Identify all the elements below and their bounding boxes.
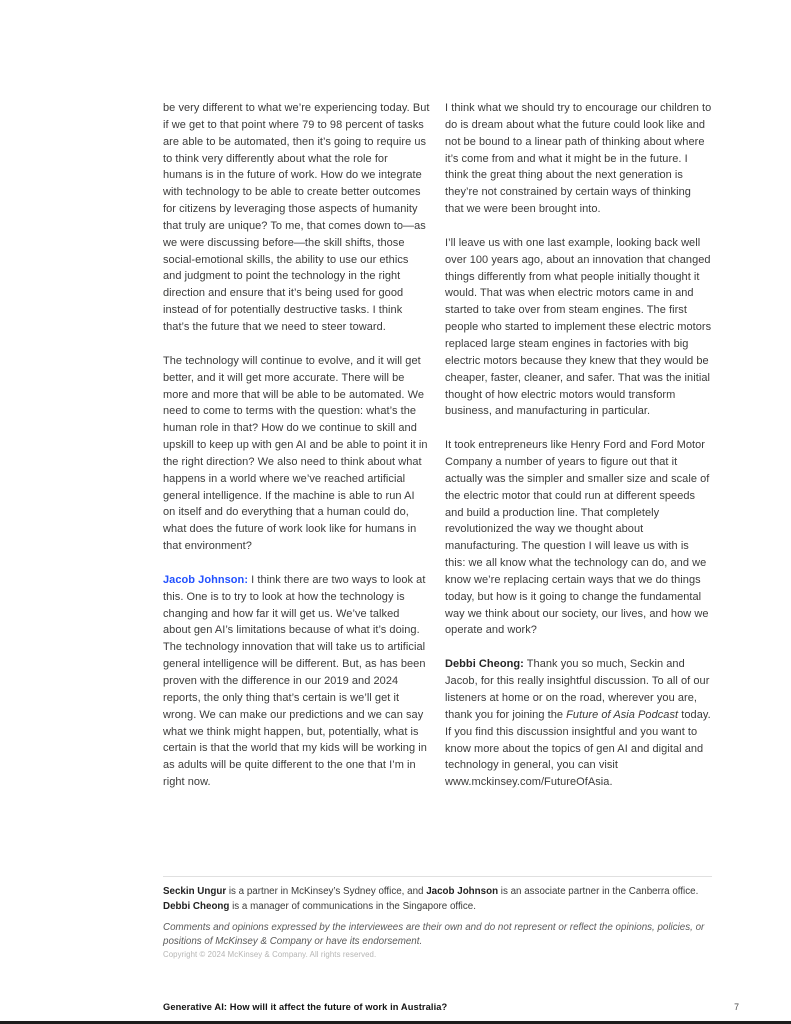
page-footer (163, 1002, 739, 1012)
two-column-layout (163, 100, 712, 791)
speaker-name-debbi-cheong: Debbi Cheong: (445, 658, 524, 671)
speaker-name-jacob-johnson: Jacob Johnson: (163, 573, 249, 586)
podcast-title: Future of Asia Podcast (566, 708, 679, 721)
contributor-name-seckin-ungur: Seckin Ungur (163, 886, 227, 897)
paragraph-right-1: I think what we should try to encourage our children to do is dream about what the future could look like and not be bound to a linear path of thinking about where it’s come from and what it might be in the future. I think the great thing about the next generation is they’re not constrained by certain ways of thinking that we were been brought into. (445, 102, 712, 216)
paragraph-text: . (609, 776, 613, 789)
contributor-text: is an associate partner in the Canberra office. (498, 886, 699, 897)
copyright-notice: Copyright © 2024 McKinsey & Company. All rights reserved. (163, 950, 377, 959)
paragraph-right-4 (445, 656, 712, 791)
futureofasia-url: www.mckinsey.com/FutureOfAsia (445, 776, 610, 789)
contributor-name-debbi-cheong: Debbi Cheong (163, 900, 230, 912)
footer-article-title: Generative AI: How will it affect the future of work in Australia? (163, 1002, 448, 1012)
column-right (445, 100, 712, 791)
paragraph-right-3: It took entrepreneurs like Henry Ford and Ford Motor Company a number of years to figure out that it actually was the simpler and smaller size and scale of the electric motor that could run at different speeds and build a production line. That completely revolutionized the way we thought about manufacturing. The question I will leave us with is this: we all know what the technology can do, and we know we’re replacing certain ways that we do things today, but how is it going to change the fundamental way we think about our society, our lives, and how we operate and work? (445, 439, 710, 637)
contributor-text: is a partner in McKinsey’s Sydney office, and (226, 886, 427, 897)
paragraph-left-1: be very different to what we’re experiencing today. But if we get to that point where 79 to 98 percent of tasks are able to be automated, then it’s going to require us to think very differently about what the role for humans is in the future of work. How do we integrate with technology to be able to create better outcomes for citizens by leveraging those aspects of humanity that truly are unique? To me, that comes down to—as we were discussing before—the skill shifts, those social-emotional skills, the ability to use our ethics and judgment to point the technology in the right direction and ensure that it’s being used for good instead of for potentially destructive tasks. I think that’s the future that we need to steer toward. (163, 102, 430, 333)
paragraph-right-2: I’ll leave us with one last example, looking back well over 100 years ago, about an innovation that changed things differently from what people initially thought it would. That was when electric motors came in and started to take over from steam engines. The first people who started to implement these electric motors replaced large steam engines in factories with big electric motors because they knew that they would be cheaper, faster, cleaner, and safer. That was the initial thought of how electric motors would transform business, and manufacturing in particular. (445, 236, 712, 418)
paragraph-left-3 (163, 572, 430, 791)
contributor-note (163, 876, 712, 914)
contributor-name-jacob-johnson: Jacob Johnson (426, 886, 499, 897)
paragraph-left-2: The technology will continue to evolve, and it will get better, and it will get more accurate. There will be more and more that will be able to be automated. We need to come to terms with the question: what’s the human role in that? How do we continue to skill and upskill to keep up with gen AI and be able to point it in the right direction? We also need to think about what happens in a world where we’ve reached artificial general intelligence. If the machine is able to run AI on itself and do everything that a human could do, what does the future of work look like for humans in that environment? (163, 354, 428, 553)
contributor-text: is a manager of communications in the Singapore office. (229, 900, 476, 912)
paragraph-text: Thank you so much, Seckin and Jacob, for this really insightful discussion. To all of our listeners at home or on the road, wherever you are, thank you for joining the (445, 658, 710, 721)
paragraph-text: I think there are two ways to look at this. One is to try to look at how the technology is changing and how far it will get us. We’ve talked about gen AI’s limitations because of what it’s doing. The technology innovation that will take us to artificial general intelligence will be different. But, as has been proven with the difference in our 2019 and 2024 reports, the only thing that’s certain is we’ll get it wrong. We can make our predictions and we can say what we think might happen, but, potentially, what is certain is that the world that my kids will be working in as adults will be quite different to the one that I’m in right now. (163, 573, 427, 789)
disclaimer-text: Comments and opinions expressed by the interviewees are their own and do not represent or reflect the opinions, policies, or positions of McKinsey & Company or have its endorsement. (163, 922, 705, 947)
article-body (163, 100, 712, 791)
paragraph-text: today. If you find this discussion insightful and you want to know more about the topics of gen AI and digital and technology in general, you can visit (445, 708, 711, 772)
column-left (163, 100, 430, 791)
contributor-bios (163, 885, 712, 914)
disclaimer-note (163, 921, 718, 949)
page-number: 7 (734, 1002, 739, 1012)
